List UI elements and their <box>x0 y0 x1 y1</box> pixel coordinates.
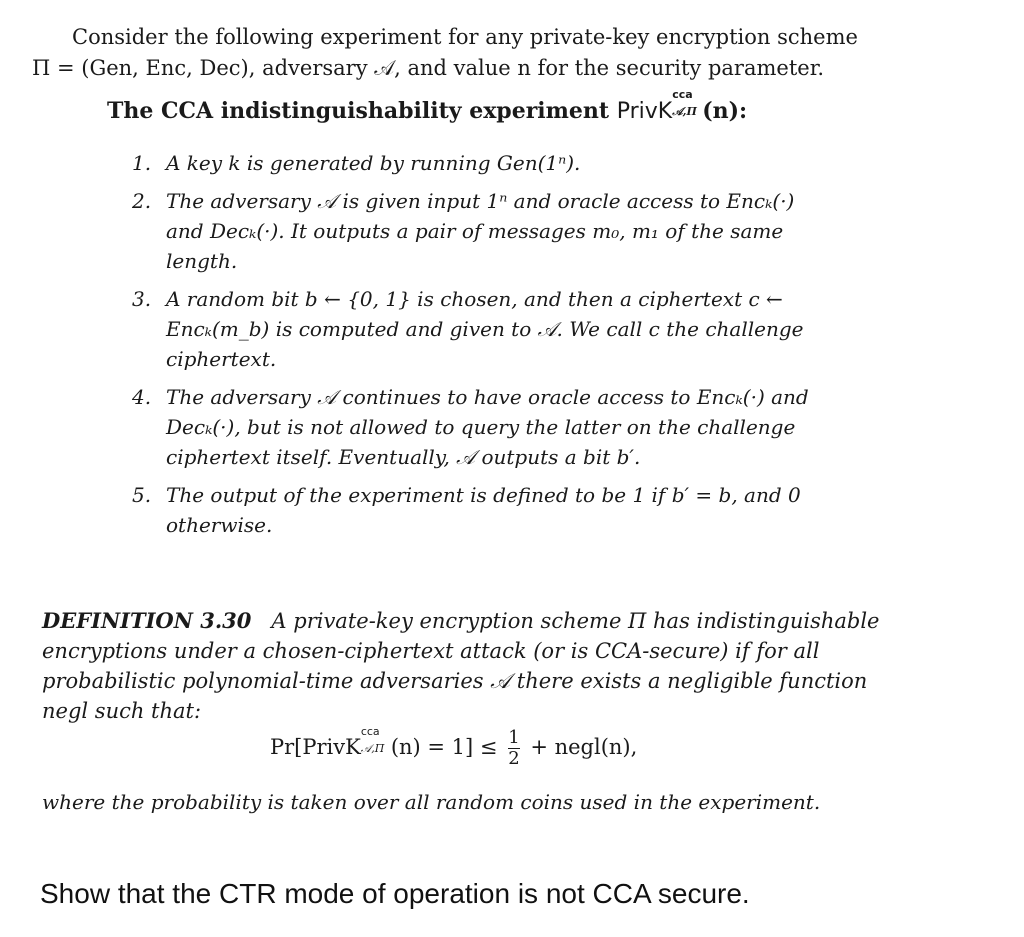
question-text: Show that the CTR mode of operation is not CCA secure. <box>40 878 750 909</box>
probability-note: where the probability is taken over all random coins used in the experiment. <box>42 790 821 814</box>
privk-sup: cca <box>672 88 693 101</box>
privk-sub: 𝒜,Π <box>672 105 697 118</box>
privk-name: PrivK <box>616 99 673 124</box>
intro-line-1: Consider the following experiment for any private-key encryption scheme <box>72 25 858 49</box>
step-number: 5. <box>132 483 152 507</box>
step-text: The adversary 𝒜 continues to have oracle access to Encₖ(·) and Decₖ(·), but is not allowed to query the latter on the challenge ciphertext itself. Eventually, 𝒜 outputs a bit b′. <box>166 385 809 469</box>
step-text: A key k is generated by running Gen(1ⁿ). <box>166 151 581 175</box>
step-item <box>132 284 832 374</box>
formula-mid: (n) = 1] ≤ <box>390 735 498 759</box>
step-number: 1. <box>132 151 152 175</box>
privk-scripts <box>672 88 702 118</box>
formula-right: + negl(n), <box>530 735 638 759</box>
step-item <box>132 148 832 178</box>
privk-arg: (n): <box>702 98 748 124</box>
step-text: A random bit b ← {0, 1} is chosen, and then a ciphertext c ← Encₖ(m_b) is computed and given to 𝒜. We call c the challenge ciphertext. <box>166 287 804 371</box>
step-number: 3. <box>132 287 152 311</box>
step-item <box>132 382 832 472</box>
fraction-denominator: 2 <box>508 748 520 769</box>
cca-formula <box>270 725 638 769</box>
step-text: The output of the experiment is defined to be 1 if b′ = b, and 0 otherwise. <box>166 483 801 537</box>
formula-sup: cca <box>360 725 380 738</box>
definition-label: DEFINITION 3.30 <box>42 608 252 633</box>
definition-text: A private-key encryption scheme Π has indistinguishable encryptions under a chosen-ciphertext attack (or is CCA-secure) if for all probabilistic polynomial-time adversaries 𝒜 there exists a negligible function negl such that: <box>42 609 880 723</box>
formula-scripts <box>360 725 391 755</box>
step-item <box>132 186 832 276</box>
formula-fraction <box>508 728 519 769</box>
step-text: The adversary 𝒜 is given input 1ⁿ and oracle access to Encₖ(·) and Decₖ(·). It outputs a pair of messages m₀, m₁ of the same length. <box>166 189 795 273</box>
formula-left: Pr[PrivK <box>270 735 361 759</box>
step-number: 2. <box>132 189 152 213</box>
experiment-title <box>107 88 748 124</box>
intro-line-2: Π = (Gen, Enc, Dec), adversary 𝒜, and value n for the security parameter. <box>32 56 825 80</box>
formula-sub: 𝒜,Π <box>360 742 385 755</box>
experiment-title-text: The CCA indistinguishability experiment <box>107 98 610 124</box>
step-number: 4. <box>132 385 152 409</box>
fraction-numerator: 1 <box>508 727 520 748</box>
intro-paragraph <box>32 22 912 84</box>
definition-block <box>42 606 892 726</box>
step-item <box>132 480 832 540</box>
experiment-steps <box>132 148 832 548</box>
